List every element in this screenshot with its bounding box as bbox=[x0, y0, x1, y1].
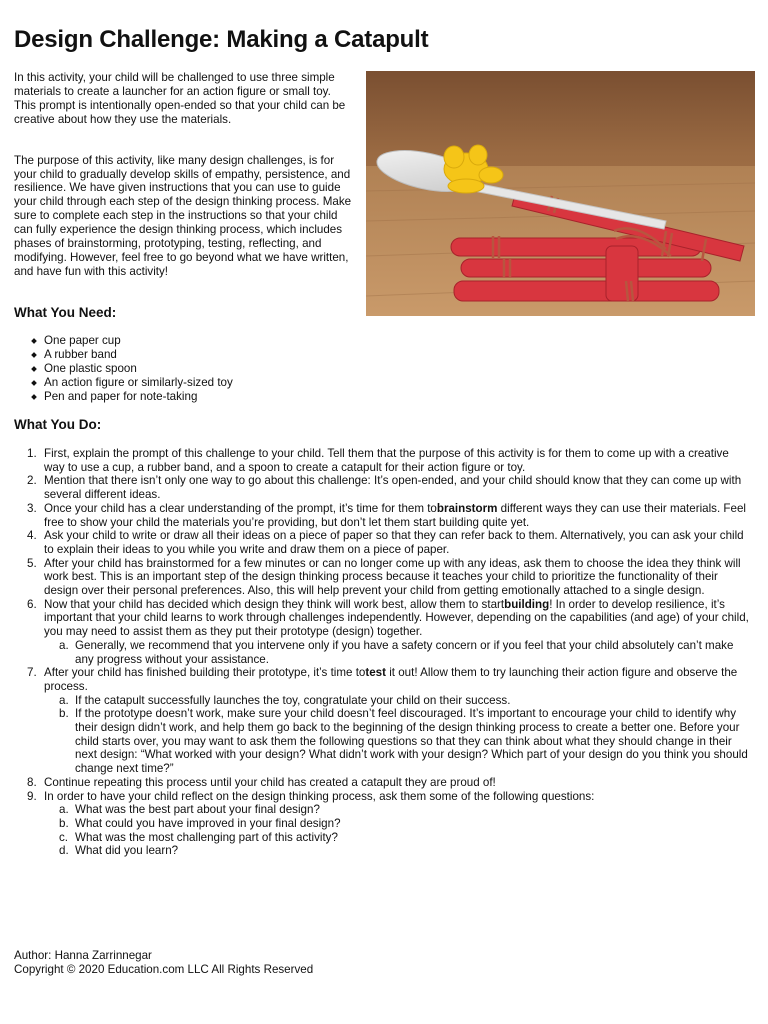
list-item: Pen and paper for note-taking bbox=[14, 390, 233, 404]
step-text: In order to have your child reflect on the design thinking process, ask them some of the following questions: bbox=[44, 789, 595, 803]
sub-step-text: What could you have improved in your final design? bbox=[75, 816, 341, 830]
step-text: After your child has brainstormed for a few minutes or can no longer come up with any ideas, ask them to choose the idea they think will work best. This is an important step of the design thinking process because it teaches your child to prioritize the functionality of their design over their personal preferences. Also, this will help prevent your child from getting emotionally attached to a single design. bbox=[44, 556, 741, 598]
step-text-continued: it out! Allow them to try launching their action figure and observe the process. bbox=[44, 666, 738, 693]
step-item bbox=[14, 502, 750, 529]
step-number: 7. bbox=[27, 666, 37, 680]
sub-step-letter: a. bbox=[59, 803, 69, 817]
sub-step-letter: d. bbox=[59, 844, 69, 858]
step-item bbox=[14, 529, 750, 556]
sub-step-item bbox=[14, 817, 750, 831]
step-text: Ask your child to write or draw all their ideas on a piece of paper so that they can refer back to them. Alternatively, you can ask your child to explain their ideas to you while you write and draw them on a piece of paper. bbox=[44, 529, 744, 556]
intro-section bbox=[14, 71, 354, 279]
step-item bbox=[14, 776, 750, 790]
page-title: Design Challenge: Making a Catapult bbox=[14, 26, 429, 53]
step-text: Now that your child has decided which design they think will work best, allow them to start bbox=[44, 597, 505, 611]
sub-step-letter: b. bbox=[59, 816, 69, 830]
step-text: After your child has finished building their prototype, it’s time to bbox=[44, 666, 366, 680]
sub-step-letter: b. bbox=[59, 707, 69, 721]
sub-step-item bbox=[14, 831, 750, 845]
step-number: 8. bbox=[27, 775, 37, 789]
sub-step-list bbox=[44, 639, 750, 666]
list-item: One plastic spoon bbox=[14, 362, 233, 376]
sub-step-item bbox=[14, 639, 750, 666]
catapult-illustration bbox=[366, 71, 755, 316]
step-text: Continue repeating this process until your child has created a catapult they are proud of! bbox=[44, 775, 496, 789]
step-text: Mention that there isn’t only one way to go about this challenge: It’s open-ended, and your child should know that they can come up with several different ideas. bbox=[44, 474, 742, 502]
sub-step-item bbox=[14, 707, 750, 776]
step-keyword: test bbox=[365, 666, 386, 680]
list-item: One paper cup bbox=[14, 334, 233, 348]
step-number: 4. bbox=[27, 529, 37, 543]
what-you-do-heading: What You Do: bbox=[14, 417, 102, 432]
step-item bbox=[14, 790, 750, 859]
intro-paragraph: The purpose of this activity, like many design challenges, is for your child to gradually develop skills of empathy, persistence, and resilience. We have given instructions that you can use to guide your child through each step of the design thinking process. Make sure to complete each step in the instructions so that your child can fully experience the design thinking process, which includes phases of brainstorming, prototyping, testing, reflecting, and modifying. However, feel free to go beyond what we have written, and have fun with this activity! bbox=[14, 153, 352, 278]
step-keyword: building bbox=[504, 597, 550, 611]
sub-step-text: Generally, we recommend that you intervene only if you have a safety concern or if you feel that your child absolutely can’t make any progress without your assistance. bbox=[75, 638, 734, 666]
author-credit: Author: Hanna Zarrinnegar bbox=[14, 949, 152, 962]
step-number: 3. bbox=[27, 501, 37, 515]
step-text-continued: different ways they can use their materials. Feel free to show your child the materials you’re providing, but don’t let them start building quite yet. bbox=[44, 501, 746, 529]
sub-step-text: What did you learn? bbox=[75, 844, 179, 858]
sub-step-letter: a. bbox=[59, 693, 69, 707]
sub-step-text: If the catapult successfully launches the toy, congratulate your child on their success. bbox=[75, 693, 511, 707]
step-item bbox=[14, 474, 750, 501]
step-number: 9. bbox=[27, 789, 37, 803]
steps-list bbox=[14, 447, 750, 858]
sub-step-item bbox=[14, 844, 750, 858]
sub-step-text: If the prototype doesn’t work, make sure your child doesn’t feel discouraged. It’s important to encourage your child to identify why their design didn’t work, and help them go back to the beginning of the design thinking process to create a better one. Before your child starts over, you may want to ask them the following questions so that they can think about what they should change in their next design: “What worked with your design? What didn’t work with your design? Which part of your design do you think you should change next time?” bbox=[75, 707, 748, 776]
list-item: An action figure or similarly-sized toy bbox=[14, 376, 233, 390]
step-item bbox=[14, 557, 750, 598]
step-item bbox=[14, 598, 750, 667]
footer bbox=[14, 949, 313, 977]
sub-step-list bbox=[44, 803, 750, 858]
list-item: A rubber band bbox=[14, 348, 233, 362]
what-you-need-heading: What You Need: bbox=[14, 305, 117, 320]
catapult-photo bbox=[366, 71, 755, 316]
step-text: First, explain the prompt of this challenge to your child. Tell them that the purpose of this activity is for them to come up with a creative way to use a cup, a rubber band, and a spoon to create a catapult for their action figure or toy. bbox=[44, 447, 729, 474]
sub-step-text: What was the best part about your final design? bbox=[75, 803, 320, 817]
step-number: 1. bbox=[27, 447, 37, 460]
step-keyword: brainstorm bbox=[436, 501, 498, 515]
step-text-continued: ! In order to develop resilience, it’s important that your child learns to work through challenges independently. However, depending on the capabilities (and age) of your child, you may need to assist them as they put their prototype (design) together. bbox=[44, 597, 749, 639]
sub-step-list bbox=[44, 694, 750, 776]
step-item bbox=[14, 447, 750, 474]
sub-step-item bbox=[14, 694, 750, 708]
step-item bbox=[14, 666, 750, 776]
step-number: 5. bbox=[27, 556, 37, 570]
step-text: Once your child has a clear understanding of the prompt, it’s time for them to bbox=[44, 501, 437, 515]
sub-step-item bbox=[14, 803, 750, 817]
step-number: 2. bbox=[27, 474, 37, 488]
sub-step-letter: a. bbox=[59, 638, 69, 652]
copyright-notice: Copyright © 2020 Education.com LLC All Rights Reserved bbox=[14, 963, 314, 976]
intro-paragraph: In this activity, your child will be challenged to use three simple materials to create a launcher for an action figure or small toy. This prompt is intentionally open-ended so that your child can be creative about how they use the materials. bbox=[14, 71, 346, 126]
sub-step-letter: c. bbox=[59, 830, 69, 844]
sub-step-text: What was the most challenging part of this activity? bbox=[75, 830, 338, 844]
step-number: 6. bbox=[27, 597, 37, 611]
materials-list bbox=[14, 334, 233, 404]
